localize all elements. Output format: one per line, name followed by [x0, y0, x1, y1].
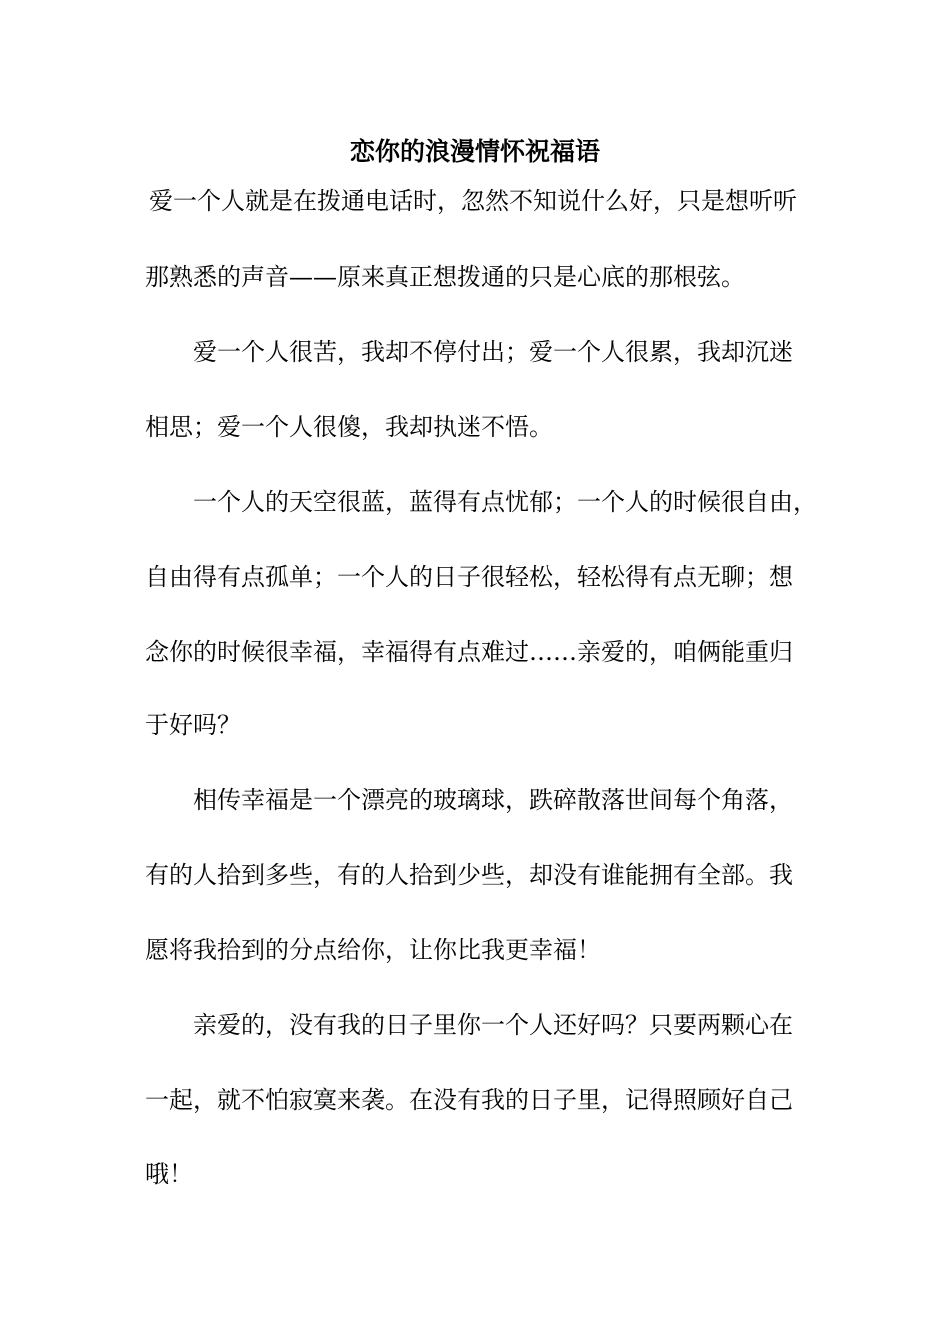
text-line: 一起，就不怕寂寞来袭。在没有我的日子里，记得照顾好自己 [145, 1086, 793, 1114]
text-line: 爱一个人很苦，我却不停付出；爱一个人很累，我却沉迷 [193, 338, 793, 366]
text-line: 哦！ [145, 1160, 193, 1188]
text-line: 于好吗？ [145, 711, 241, 739]
text-line: 亲爱的，没有我的日子里你一个人还好吗？只要两颗心在 [193, 1011, 793, 1039]
text-line: 念你的时候很幸福，幸福得有点难过……亲爱的，咱俩能重归 [145, 638, 793, 666]
text-line: 相思；爱一个人很傻，我却执迷不悟。 [145, 413, 553, 441]
text-line: 有的人拾到多些，有的人拾到少些，却没有谁能拥有全部。我 [145, 861, 793, 889]
text-line: 自由得有点孤单；一个人的日子很轻松，轻松得有点无聊；想 [145, 563, 793, 591]
text-line: 愿将我拾到的分点给你，让你比我更幸福！ [145, 936, 601, 964]
text-line: 那熟悉的声音——原来真正想拨通的只是心底的那根弦。 [145, 263, 745, 291]
text-line: 相传幸福是一个漂亮的玻璃球，跌碎散落世间每个角落， [193, 786, 793, 814]
text-line: 爱一个人就是在拨通电话时，忽然不知说什么好，只是想听听 [149, 187, 797, 215]
text-line: 一个人的天空很蓝，蓝得有点忧郁；一个人的时候很自由， [193, 488, 817, 516]
document-title: 恋你的浪漫情怀祝福语 [349, 137, 600, 166]
